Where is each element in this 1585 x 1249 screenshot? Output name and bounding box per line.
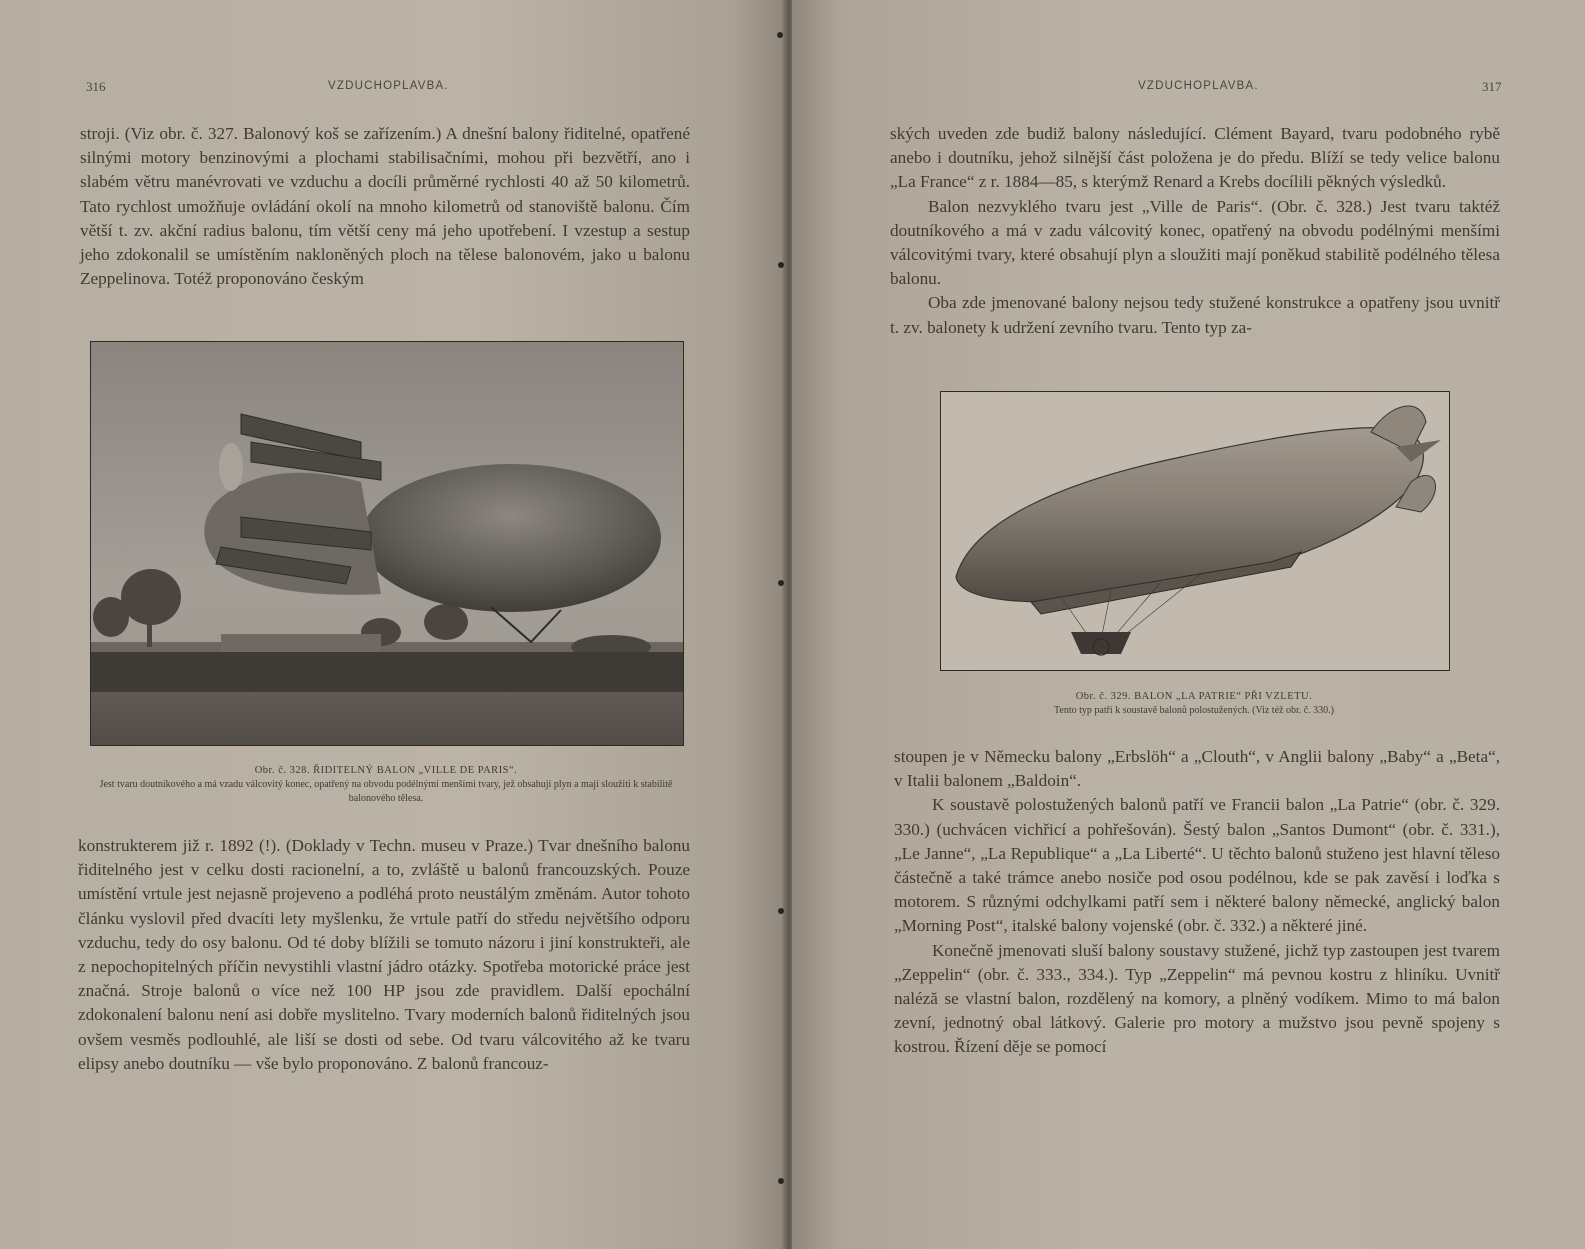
drawing-airship-la-patrie (940, 391, 1450, 671)
paragraph: ských uveden zde budiž balony následující. Clément Bayard, tvaru podobného rybě anebo i doutníku, jehož silnější část položena je do předu. Blíží se tedy velice balonu „La France“ z r. 1884—85, s kterýmž Renard a Krebs docílili pěkných výsledků. (890, 124, 1500, 192)
binding-mark (778, 262, 784, 268)
body-text-bottom (894, 745, 1500, 1060)
airship-photo-illustration (91, 342, 683, 745)
binding-mark (778, 1178, 784, 1184)
paragraph: stroji. (Viz obr. č. 327. Balonový koš se zařízením.) A dnešní balony řiditelné, opatřené silnými motory benzinovými a plochami stabilisačními, mohou při bezvětří, ano i slabém větru manévrovati ve vzduchu a docíli průměrné rychlosti 40 až 50 kilometrů. Tato rychlost umožňuje ovládání okolí na mnoho kilometrů od stanoviště balonu. Čím větší t. zv. akční radius balonu, tím větší ceny má jeho upotřebení. I vzestup a sestup jeho zdokonalil se umístěním nakloněných ploch na tělese balonovém, jako u balonu Zeppelinova. Totéž proponováno českým (80, 124, 690, 289)
page-number: 317 (1482, 79, 1502, 94)
body-text-top (80, 122, 690, 291)
figure-caption-title: Obr. č. 328. ŘIDITELNÝ BALON „VILLE DE PARIS“. (254, 765, 518, 776)
paragraph: Konečně jmenovati sluší balony soustavy stužené, jichž typ zastoupen jest tvarem „Zeppelin“ (obr. č. 333., 334.). Typ „Zeppelin“ má pevnou kostru z hliníku. Uvnitř naléză se vlastní balon, rozdělený na komory, a plněný vodíkem. Mimo to má balon zevní, jednotný obal látkový. Galerie pro motory a mužstvo jsou pevně spojeny s kostrou. Řízení děje se pomocí (894, 940, 1500, 1057)
figure-caption-text: Jest tvaru doutníkového a má vzadu válcovitý konec, opatřený na obvodu podélnými menšími tvary, jež obsahují plyn a mají sloužiti k stabilitě balonového tělesa. (99, 779, 673, 804)
paragraph: K soustavě polostužených balonů patří ve Francii balon „La Patrie“ (obr. č. 329. 330.) (uchvácen vichřicí a pohřešován). Šestý balon „Santos Dumont“ (obr. č. 331.), „Le Janne“, „La Republique“ a „La Liberté“. U těchto balonů stuženo jest hlavní těleso částečně a také trámce anebo nosiče pod osou podélnou, kde se pak zavěsí i loďka s motorem. S různými odchylkami patří sem i některé balony německé, anglický balon „Morning Post“, italské balony vojenské (obr. č. 332.) a některé jiné. (894, 795, 1500, 936)
figure-caption (90, 764, 682, 806)
body-text-bottom (78, 834, 690, 1076)
paragraph: konstrukterem již r. 1892 (!). (Doklady v Techn. museu v Praze.) Tvar dnešního balonu řiditelného jest v celku dosti racionelní, a to, zvláště u balonů francouzských. Pouze umístění vrtule jest nejasně projeveno a podléhá proto neustálým změnám. Autor tohoto článku vyslovil před dvacíti lety myšlenku, že vrtule patří do středu největšího odporu vzduchu, tedy do osy balonu. Od té doby blížili se tomuto názoru i jiní konstrukteři, ale z nepochopitelných příčin nevystihli vlastní jádro otázky. Spotřeba motorické práce jest značná. Stroje balonů o více než 100 HP jsou zde pravidlem. Další epochální zdokonalení balonu není asi dobře myslitelno. Tvary moderních balonů řiditelných jsou ovšem vesměs podlouhlé, ale liší se dosti od sebe. Od tvaru válcovitého až ke tvaru elipsy anebo doutníku — vše bylo proponováno. Z balonů francouz- (78, 836, 690, 1073)
right-page (792, 0, 1585, 1249)
figure-caption-text: Tento typ patří k soustavě balonů polostužených. (Viz též obr. č. 330.) (1053, 705, 1335, 716)
left-page (0, 0, 788, 1249)
binding-mark (778, 580, 784, 586)
page-number: 316 (86, 79, 106, 94)
running-head: VZDUCHOPLAVBA. (1138, 80, 1259, 92)
paragraph: stoupen je v Německu balony „Erbslöh“ a „Clouth“, v Anglii balony „Baby“ a „Beta“, v Italii balonem „Baldoin“. (894, 747, 1500, 791)
airship-drawing-illustration (941, 392, 1449, 670)
photo-airship-ville-de-paris (90, 341, 684, 746)
binding-mark (778, 908, 784, 914)
figure-caption-title: Obr. č. 329. BALON „LA PATRIE“ PŘI VZLETU. (1075, 691, 1313, 702)
binding-mark (777, 32, 783, 38)
body-text-top (890, 122, 1500, 340)
running-head: VZDUCHOPLAVBA. (328, 80, 449, 92)
paragraph: Balon nezvyklého tvaru jest „Ville de Paris“. (Obr. č. 328.) Jest tvaru taktéž doutníkového a má v zadu válcovitý konec, opatřený na obvodu podélnými menšími válcovitými tvary, které obsahují plyn a sloužiti mají poněkud stabilitě podélného tělesa balonu. (890, 196, 1500, 289)
paragraph: Oba zde jmenované balony nejsou tedy stužené konstrukce a opatřeny jsou uvnitř t. zv. balonety k udržení zevního tvaru. Tento typ za- (890, 293, 1500, 337)
figure-caption (940, 690, 1448, 718)
